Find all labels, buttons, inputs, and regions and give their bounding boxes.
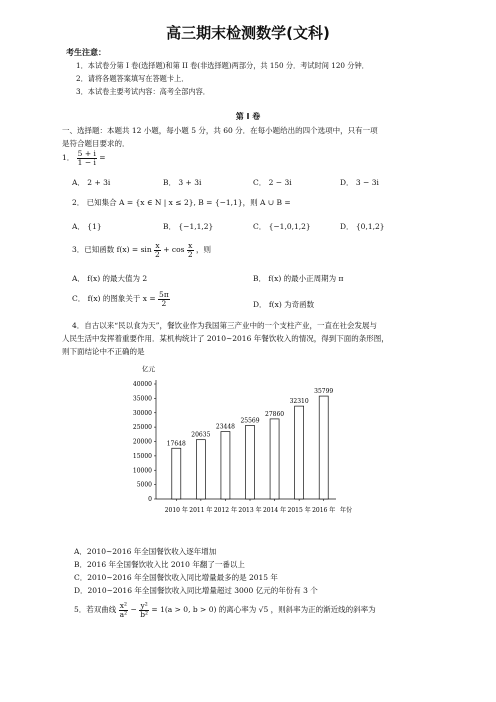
q4-option-a: A．2010~2016 年全国餐饮收入逐年增加 <box>74 547 217 556</box>
q1-equals: = <box>99 153 106 162</box>
q1-option-d: D． 3 − 3i <box>340 178 379 187</box>
bar <box>270 419 279 499</box>
q3-frac-2 <box>187 242 194 258</box>
q3-option-b: B． f(x) 的最小正周期为 π <box>253 274 344 283</box>
x-tick-label: 2011 年 <box>189 507 213 514</box>
q4-option-c: C．2010~2016 年全国餐饮收入同比增量最多的是 2015 年 <box>74 573 278 582</box>
q2-option-a: A． {1} <box>72 222 102 231</box>
x-tick-label: 2010 年 <box>164 507 188 514</box>
bar-value-label: 32310 <box>289 398 309 406</box>
x-tick-label: 2014 年 <box>262 507 287 514</box>
x-tick-label: 2015 年 <box>287 507 311 514</box>
q3-prefix: 3．已知函数 f(x) = sin <box>72 245 152 254</box>
y-tick-label: 25000 <box>132 424 152 432</box>
x-tick-label: 2012 年 <box>213 507 238 514</box>
y-tick-label: 10000 <box>132 467 152 475</box>
q3-option-c-frac <box>158 291 170 307</box>
bar <box>246 425 255 499</box>
chart-y-axis-label: 亿元 <box>142 365 155 373</box>
bar-value-label: 25569 <box>240 417 260 425</box>
x-tick-label: 2016 年 <box>312 507 336 514</box>
q4-option-b: B．2016 年全国餐饮收入比 2010 年翻了一番以上 <box>74 560 245 569</box>
q1-denominator: 1 − i <box>77 157 96 167</box>
q3-option-a: A． f(x) 的最大值为 2 <box>72 274 148 283</box>
q3-frac-1 <box>154 242 161 258</box>
q3-mid: + cos <box>163 245 185 254</box>
y-tick-label: 20000 <box>132 438 152 446</box>
chart-x-axis-label: 年份 <box>340 507 353 514</box>
bar-value-label: 27860 <box>265 410 285 418</box>
bar-value-label: 35799 <box>314 388 334 396</box>
q1-option-a: A． 2 + 3i <box>72 178 111 187</box>
q3-frac-1-num: x <box>155 241 160 250</box>
q5-frac-y-den: b² <box>140 609 149 619</box>
x-tick-label: 2013 年 <box>238 507 262 514</box>
part-title: 第 I 卷 <box>235 112 261 121</box>
section-intro-line1: 一、选择题：本题共 12 小题，每小题 5 分，共 60 分．在每小题给出的四个选项中，只有一项 <box>62 126 378 135</box>
bar <box>172 448 181 499</box>
question-1 <box>62 150 106 166</box>
q5-frac-x <box>119 602 128 618</box>
q1-numerator: 5 + i <box>77 149 96 158</box>
q1-option-c: C． 2 − 3i <box>253 178 292 187</box>
note-item-2: 2．请将各题答案填写在答题卡上． <box>76 74 189 83</box>
q3-frac-1-den: 2 <box>155 249 160 259</box>
bar <box>319 396 328 499</box>
question-4-line2: 人民生活中发挥着重要作用．某机构统计了 2010~2016 年餐饮收入的情况，得到下面的条形图， <box>62 334 389 343</box>
y-tick-label: 40000 <box>132 381 152 388</box>
q3-option-d: D． f(x) 为奇函数 <box>253 300 315 309</box>
q1-option-b: B． 3 + 3i <box>163 178 202 187</box>
q2-option-d: D． {0,1,2} <box>340 222 385 231</box>
y-tick-label: 0 <box>148 496 152 503</box>
q3-option-c <box>72 291 170 307</box>
bar-value-label: 23448 <box>215 423 235 431</box>
bar-value-label: 20635 <box>191 431 211 439</box>
q2-option-c: C． {−1,0,1,2} <box>253 222 311 231</box>
note-item-3: 3．本试卷主要考试内容：高考全部内容． <box>76 87 210 96</box>
q3-frac-2-den: 2 <box>187 249 193 259</box>
q5-frac-y <box>139 602 149 618</box>
y-tick-label: 15000 <box>132 452 152 460</box>
q1-fraction <box>77 150 97 166</box>
y-tick-label: 30000 <box>132 409 152 417</box>
q5-prefix: 5．若双曲线 <box>74 605 117 614</box>
question-3 <box>72 242 211 258</box>
q3-suffix: ，则 <box>196 245 212 254</box>
bar <box>295 406 304 499</box>
question-5 <box>74 602 376 618</box>
q1-label: 1． <box>62 153 75 162</box>
q5-minus: − <box>130 605 140 614</box>
page-title: 高三期末检测数学(文科) <box>166 24 330 42</box>
question-4-line3: 则下面结论中不正确的是 <box>62 347 145 356</box>
bar <box>196 440 205 499</box>
q3-frac-2-num: x <box>188 241 193 250</box>
y-tick-label: 5000 <box>136 481 152 489</box>
question-4-line1: 4．自古以来“民以食为天”，餐饮业作为我国第三产业中的一个支柱产业，一直在社会发展与 <box>72 321 377 330</box>
question-2: 2． 已知集合 A = {x ∈ N | x ≤ 2}, B = {−1,1}，则 A ∪ B = <box>72 198 291 207</box>
notes-heading: 考生注意： <box>66 48 106 57</box>
bar <box>221 432 230 499</box>
q3-option-c-text: C． f(x) 的图象关于 x = <box>72 294 156 303</box>
q5-condition: = 1(a > 0, b > 0) 的离心率为 √5 ，则斜率为正的渐近线的斜率为 <box>151 605 376 614</box>
section-intro-line2: 是符合题目要求的． <box>62 139 130 148</box>
y-tick-label: 35000 <box>132 395 152 403</box>
q3-option-c-den: 2 <box>161 298 167 308</box>
q5-frac-x-den: a² <box>119 609 128 619</box>
q5-frac-x-num: x² <box>119 601 128 610</box>
q2-option-b: B． {−1,1,2} <box>163 222 214 231</box>
note-item-1: 1．本试卷分第 I 卷(选择题)和第 II 卷(非选择题)两部分，共 150 分．考试时间 120 分钟． <box>76 61 369 70</box>
bar-chart <box>110 362 370 520</box>
q3-option-c-num: 5π <box>159 290 169 299</box>
bar-value-label: 17648 <box>166 440 186 448</box>
q5-frac-y-num: y² <box>140 601 148 610</box>
q4-option-d: D．2010~2016 年全国餐饮收入同比增量超过 3000 亿元的年份有 3 个 <box>74 586 318 595</box>
